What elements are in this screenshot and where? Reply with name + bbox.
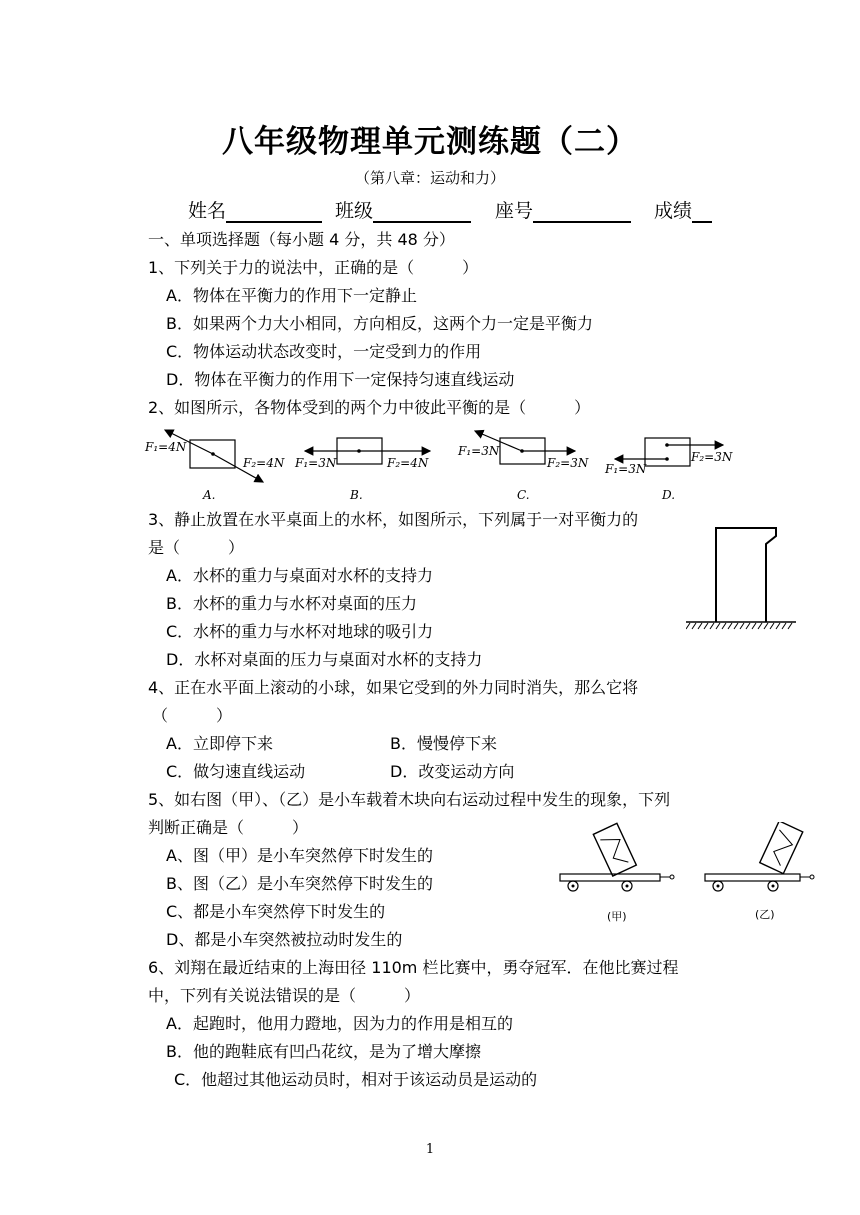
- question-2-figure: [145, 428, 745, 508]
- diagram-c-f1: F₁=3N: [458, 444, 500, 458]
- diagram-d-caption[interactable]: D.: [662, 488, 676, 502]
- question-1-option-b[interactable]: B．如果两个力大小相同，方向相反，这两个力一定是平衡力: [166, 314, 593, 333]
- page-title: 八年级物理单元测练题（二）: [222, 124, 638, 160]
- score-label: 成绩: [654, 200, 693, 222]
- section-heading: 一、单项选择题（每小题 4 分，共 48 分）: [148, 230, 455, 249]
- question-1-option-c[interactable]: C．物体运动状态改变时，一定受到力的作用: [166, 342, 482, 361]
- question-6-option-a[interactable]: A．起跑时，他用力蹬地，因为力的作用是相互的: [166, 1014, 513, 1033]
- diagram-a-f1: F₁=4N: [145, 440, 187, 454]
- question-5-stem-line2: 判断正确是（ ）: [148, 818, 309, 837]
- seat-blank[interactable]: [533, 201, 631, 223]
- question-1-option-a[interactable]: A．物体在平衡力的作用下一定静止: [166, 286, 417, 305]
- diagram-d-f1: F₁=3N: [605, 462, 647, 476]
- name-field[interactable]: [188, 196, 322, 223]
- class-field[interactable]: [335, 196, 471, 223]
- seat-field[interactable]: [495, 196, 631, 223]
- class-blank[interactable]: [373, 201, 471, 223]
- cart-figure: [555, 822, 825, 932]
- question-6-stem-line1: 6、刘翔在最近结束的上海田径 110m 栏比赛中，勇夺冠军．在他比赛过程: [148, 958, 679, 977]
- cart-figure-caption-yi: (乙): [755, 908, 775, 921]
- score-blank[interactable]: [692, 201, 712, 223]
- question-3-option-b[interactable]: B．水杯的重力与水杯对桌面的压力: [166, 594, 417, 613]
- question-1-option-d[interactable]: D．物体在平衡力的作用下一定保持匀速直线运动: [166, 370, 515, 389]
- force-diagrams: [145, 428, 745, 508]
- name-label: 姓名: [188, 200, 227, 222]
- question-2-stem: 2、如图所示，各物体受到的两个力中彼此平衡的是（ ）: [148, 398, 591, 417]
- question-6-option-c[interactable]: C．他超过其他运动员时，相对于该运动员是运动的: [174, 1070, 538, 1089]
- question-3-option-d[interactable]: D．水杯对桌面的压力与桌面对水杯的支持力: [166, 650, 483, 669]
- class-label: 班级: [335, 200, 374, 222]
- diagram-d-f2: F₂=3N: [691, 450, 733, 464]
- question-6-option-b[interactable]: B．他的跑鞋底有凹凸花纹，是为了增大摩擦: [166, 1042, 481, 1061]
- question-4-option-d[interactable]: D．改变运动方向: [390, 762, 515, 781]
- diagram-b-f1: F₁=3N: [295, 456, 337, 470]
- question-6-stem-line2: 中，下列有关说法错误的是（ ）: [148, 986, 421, 1005]
- question-3-option-c[interactable]: C．水杯的重力与水杯对地球的吸引力: [166, 622, 434, 641]
- question-3-stem-line1: 3、静止放置在水平桌面上的水杯，如图所示，下列属于一对平衡力的: [148, 510, 639, 529]
- question-3-stem-line2: 是（ ）: [148, 538, 245, 557]
- question-5-stem-line1: 5、如右图（甲）、（乙）是小车载着木块向右运动过程中发生的现象，下列: [148, 790, 671, 809]
- question-4-stem-line2: （ ）: [152, 706, 233, 725]
- question-5-option-d[interactable]: D、都是小车突然被拉动时发生的: [166, 930, 403, 949]
- name-blank[interactable]: [226, 201, 322, 223]
- diagram-a-caption[interactable]: A.: [203, 488, 216, 502]
- question-4-stem-line1: 4、正在水平面上滚动的小球，如果它受到的外力同时消失，那么它将: [148, 678, 639, 697]
- diagram-b-f2: F₂=4N: [387, 456, 429, 470]
- score-field[interactable]: [654, 196, 712, 223]
- question-3-option-a[interactable]: A．水杯的重力与桌面对水杯的支持力: [166, 566, 433, 585]
- cart-figure-caption-jia: (甲): [607, 910, 627, 923]
- diagram-b-caption[interactable]: B.: [350, 488, 363, 502]
- question-5-option-a[interactable]: A、图（甲）是小车突然停下时发生的: [166, 846, 433, 865]
- question-4-option-b[interactable]: B．慢慢停下来: [390, 734, 497, 753]
- diagram-d-box: [645, 438, 690, 466]
- page-number: 1: [425, 1142, 435, 1157]
- question-5-option-c[interactable]: C、都是小车突然停下时发生的: [166, 902, 386, 921]
- diagram-c-f2: F₂=3N: [547, 456, 589, 470]
- diagram-c-caption[interactable]: C.: [517, 488, 530, 502]
- water-cup-figure: [686, 520, 796, 635]
- water-cup-diagram: [686, 520, 796, 635]
- question-4-option-c[interactable]: C．做匀速直线运动: [166, 762, 306, 781]
- diagram-a-f2: F₂=4N: [243, 456, 285, 470]
- question-1-stem: 1、下列关于力的说法中，正确的是（ ）: [148, 258, 479, 277]
- question-5-option-b[interactable]: B、图（乙）是小车突然停下时发生的: [166, 874, 433, 893]
- page-subtitle: （第八章：运动和力）: [354, 169, 505, 187]
- seat-label: 座号: [495, 200, 534, 222]
- question-4-option-a[interactable]: A．立即停下来: [166, 734, 273, 753]
- cart-diagrams: [555, 822, 825, 932]
